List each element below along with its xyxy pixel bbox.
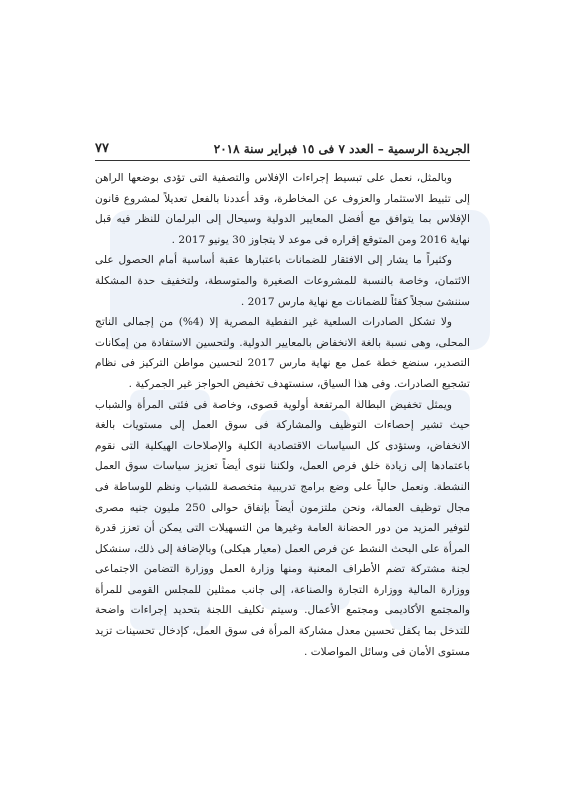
paragraph-bankruptcy: وبالمثل، نعمل على تبسيط إجراءات الإفلاس والتصفية التى تؤدى بوضعها الراهن إلى تثبيط الاستثمار والعزوف عن المخاطرة، وقد أعددنا بالفعل تعديلاً لمشروع قانون الإفلاس بما يتوافق مع أفضل المعايير الدولية وسيحال إلى البرلمان للنظر فيه قبل نهاية 2016 ومن المتوقع إقراره فى موعد لا يتجاوز 30 يونيو 2017 . — [95, 172, 470, 246]
gazette-title: الجريدة الرسمية – العدد ٧ فى ١٥ فبراير سنة ٢٠١٨ — [213, 142, 470, 156]
paragraph-unemployment: ويمثل تخفيض البطالة المرتفعة أولوية قصوى، وخاصة فى فئتى المرأة والشباب حيث تشير إحصاءات التوظيف والمشاركة فى سوق العمل إلى مستويات بالغة الانخفاض، وستؤدى كل السياسات الاقتصادية الكلية والإصلاحات الهيكلية التى نقوم باعتمادها إلى زيادة خلق فرص العمل، ولكننا ننوى أيضاً تعزيز سياسات سوق العمل النشطة. ونعمل حالياً على وضع برامج تدريبية متخصصة للشباب ونظم للوساطة فى مجال توظيف العمالة، ونحن ملتزمون أيضاً بإنفاق حوالى 250 مليون جنيه مصرى لتوفير المزيد من دور الحضانة العامة وغيرها من التسهيلات التى يمكن أن تعزز قدرة المرأة على البحث النشط عن فرص العمل (معيار هيكلى) وبالإضافة إلى ذلك، سنشكل لجنة مشتركة تضم الأطراف المعنية ومنها وزارة العمل ووزارة التضامن الاجتماعى ووزارة المالية ووزارة التجارة والصناعة، إلى جانب ممثلين للمجلس القومى للمرأة والمجتمع الأكاديمى ومجتمع الأعمال. وسيتم تكليف اللجنة بتحديد إجراءات واضحة للتدخل بما يكفل تحسين معدل مشاركة المرأة فى سوق العمل، كإدخال تحسينات تزيد مستوى الأمان فى وسائل المواصلات . — [95, 398, 470, 658]
paragraph-exports: ولا تشكل الصادرات السلعية غير النفطية المصرية إلا (4%) من إجمالى الناتج المحلى، وهى نسبة بالغة الانخفاض بالمعايير الدولية. ولتحسين الاستفادة من إمكانات التصدير، سنضع خطة عمل مع نهاية مارس 2017 لتحسين مواطن التركيز فى نظام تشجيع الصادرات. وفى هذا السياق، سنستهدف تخفيض الحواجز غير الجمركية . — [95, 316, 470, 390]
body-text — [95, 168, 470, 662]
header-divider — [95, 160, 470, 161]
page-number: ٧٧ — [95, 141, 109, 156]
page-header — [95, 134, 470, 156]
paragraph-collateral: وكثيراً ما يشار إلى الافتقار للضمانات باعتبارها عقبة أساسية أمام الحصول على الائتمان، وخاصة بالنسبة للمشروعات الصغيرة والمتوسطة، ولتخفيف حدة المشكلة سننشئ سجلاً كفئاً للضمانات مع نهاية مارس 2017 . — [95, 254, 470, 308]
